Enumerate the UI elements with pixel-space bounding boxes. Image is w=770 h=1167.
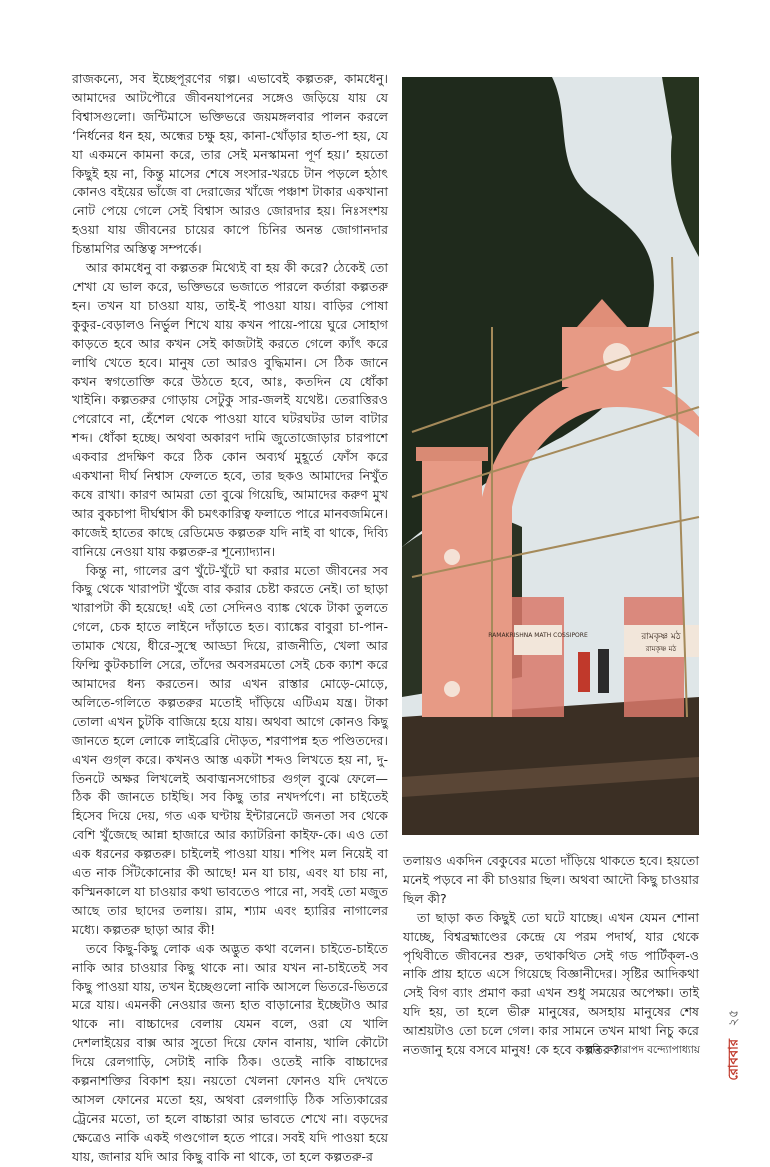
- side-sign-text: রামকৃষ্ণ মঠ: [641, 632, 681, 642]
- article-paragraph: তলায়ও একদিন বেকুবের মতো দাঁড়িয়ে থাকতে হবে। হয়তো মনেই পড়বে না কী চাওয়ার ছিল। অথবা আদৌ কিছু চাওয়ার ছিল কী?: [403, 853, 699, 906]
- pillar-ornament: [444, 549, 460, 565]
- article-right-column: [403, 852, 699, 1062]
- person: [578, 652, 590, 692]
- photo-credit: ছবি : তারাপদ বন্দ্যোপাধ্যায়: [585, 1044, 700, 1056]
- gate-grille-left: [512, 597, 564, 717]
- article-paragraph: রাজকন্যে, সব ইচ্ছেপূরণের গল্প। এভাবেই কল্পতরু, কামধেনু। আমাদের আটপৌরে জীবনযাপনের সঙ্গেও জড়িয়ে যায় যে বিশ্বাসগুলো। জন্টিমাসে ভক্তিভরে জয়মঙ্গলবার পালন করলে ‘নির্ধনের ধন হয়, অন্ধের চক্ষু হয়, কানা-খোঁড়ার হাত-পা হয়, যে যা একমনে কামনা করে, তার সেই মনস্কামনা পূর্ণ হয়।’ হয়তো কিছুই হয় না, কিন্তু মাসের শেষে সংসার-খরচে টান পড়লে হঠাৎ কোনও বইয়ের ভাঁজে বা দেরাজের খাঁজে পঞ্চাশ টাকার একখানা নোট পেয়ে গেলে সেই বিশ্বাস আরও জোরদার হয়। নিঃসংশয় হওয়া যায় জীবনের চায়ের কাপে চিনির অনন্ত জোগানদার চিন্তামণির অস্তিত্ব সম্পর্কে।: [72, 71, 388, 257]
- article-paragraph: আর কামধেনু বা কল্পতরু মিথ্যেই বা হয় কী করে? ঠেকেই তো শেখা যে ভাল করে, ভক্তিভরে ভজাতে পারলে কর্তারা কল্পতরু হন। তখন যা চাওয়া যায়, তাই-ই পাওয়া যায়। বাড়ির পোষা কুকুর-বেড়ালও নির্ভুল শিখে যায় কখন পায়ে-পায়ে ঘুরে সোহাগ কাড়তে হবে আর কখন সেই কাজটাই করতে গেলে ক্যাঁৎ করে লাথি খেতে হবে। মানুষ তো আরও বুদ্ধিমান। সে ঠিক জানে কখন স্বগতোক্তি করে উঠতে হবে, আঃ, কতদিন যে ধোঁকা খাইনি। কল্পতরুর গোড়ায় সেটুকু সার-জলই যথেষ্ট। তেরাত্তিরও পেরোবে না, হেঁশেল থেকে পাওয়া যাবে ঘটরঘটর ডাল বাটার শব্দ। ধোঁকা হচ্ছে। অথবা অকারণ দামি জুতোজোড়ার চারপাশে একবার প্রদক্ষিণ করে ঠিক কোন অব্যর্থ মুহূর্তে ফোঁস করে একখানা দীর্ঘ নিশ্বাস ফেলতে হবে, তার ছকও আমাদের নিখুঁত কষে রাখা। কারণ আমরা তো বুঝে গিয়েছি, আমাদের করুণ মুখ আর বুকচাপা দীর্ঘশ্বাস কী চমৎকারিত্ব ফলাতে পারে মানবজমিনে। কাজেই হাতের কাছে রেডিমেড কল্পতরু যদি নাই বা থাকে, দিব্যি বানিয়ে নেওয়া যায় কল্পতরু-র শূন্যোদ্যান।: [72, 260, 388, 559]
- gate-sign-text: RAMAKRISHNA MATH COSSIPORE: [488, 632, 588, 639]
- page-number: ২৫: [726, 1009, 742, 1027]
- gate-sign-board: [514, 625, 562, 655]
- article-paragraph: তা ছাড়া কত কিছুই তো ঘটে যাচ্ছে। এখন যেমন শোনা যাচ্ছে, বিশ্বব্রহ্মাণ্ডের কেন্দ্রে যে পরম পদার্থ, যার থেকে পৃথিবীতে জীবনের শুরু, তথাকথিত সেই গড পার্টিক্‌ল-ও নাকি প্রায় হাতে এসে গিয়েছে বিজ্ঞানীদের। সৃষ্টির আদিকথা সেই বিগ ব্যাং প্রমাণ করা এখন শুধু সময়ের অপেক্ষা। তাই যদি হয়, তা হলে ভীরু মানুষের, অসহায় মানুষের শেষ আশ্রয়টাও তো চলে গেল। কার সামনে তখন মাথা নিচু করে নতজানু হয়ে বসবে মানুষ! কে হবে কল্পতরু?: [403, 909, 699, 1058]
- kalpataru-gate-photo: [402, 77, 699, 835]
- article-left-column: [72, 70, 388, 1164]
- page-folio: [720, 990, 750, 1100]
- pillar-ornament: [444, 681, 460, 697]
- magazine-name: রোববার: [726, 1038, 742, 1081]
- pillar-cap: [416, 447, 488, 461]
- article-paragraph: কিন্তু না, গালের ব্রণ খুঁটে-খুঁটে ঘা করার মতো জীবনের সব কিছু থেকে খারাপটা খুঁজে বার করার চেষ্টা করতে নেই। তা ছাড়া খারাপটা কী হয়েছে! এই তো সেদিনও ব্যাঙ্ক থেকে টাকা তুলতে গেলে, চেক হাতে লাইনে দাঁড়াতে হত। ব্যাঙ্কের বাবুরা চা-পান-তামাক খেয়ে, ধীরে-সুস্থে আড্ডা দিয়ে, রাজনীতি, খেলা আর ফিল্মি কুটকচালি সেরে, তাঁদের অবসরমতো সেই চেক ক্যাশ করে আমাদের ধন্য করতেন। আর এখন রাস্তার মোড়ে-মোড়ে, অলিতে-গলিতে কল্পতরুর মতোই দাঁড়িয়ে এটিএম যন্ত্র। টাকা তোলা এখন চুটকি বাজিয়ে হয়ে যায়। অথবা আগে কোনও কিছু জানতে হলে লোকে লাইব্রেরি দৌড়ত, শরণাপন্ন হত পণ্ডিতদের। এখন গুগ্‌ল করে। কখনও আস্ত একটা শব্দও লিখতে হয় না, দু-তিনটে অক্ষর লিখলেই অবাঙ্মনসগোচর গুগ্‌ল বুঝে ফেলে—ঠিক কী জানতে চাইছি। সব কিছু তার নখদর্পণে। না চাইতেই হিসেব দিয়ে দেয়, গত এক ঘণ্টায় ইন্টারনেটে জনতা সব থেকে বেশি খুঁজেছে আন্না হাজারে আর ক্যাটরিনা কাইফ-কে। এও তো এক ধরনের কল্পতরু। চাইলেই পাওয়া যায়। শপিং মল নিয়েই বা এত নাক সিঁটকোনোর কী আছে! মন যা চায়, এবং যা চায় না, কস্মিনকালে যা চাওয়ার কথা ভাবতেও পারে না, সবই তো মজুত আছে তার ছাদের তলায়। রাম, শ্যাম এবং হ্যারির নাগালের মধ্যে। কল্পতরু ছাড়া আর কী!: [72, 562, 388, 937]
- photo-illustration: [402, 77, 699, 835]
- article-paragraph: তবে কিছু-কিছু লোক এক অদ্ভুত কথা বলেন। চাইতে-চাইতে নাকি আর চাওয়ার কিছু থাকে না। আর যখন না-চাইতেই সব কিছু পাওয়া যায়, তখন ইচ্ছেগুলো নাকি আসলে ভিতরে-ভিতরে মরে যায়। এমনকী নেওয়ার জন্য হাত বাড়ানোর ইচ্ছেটাও আর থাকে না। বাচ্চাদের বেলায় যেমন বলে, ওরা যে খালি দেশলাইয়ের বাক্স আর সুতো দিয়ে ফোন বানায়, খালি কৌটো দিয়ে রেলগাড়ি, সেটাই নাকি ঠিক। ওতেই নাকি বাচ্চাদের কল্পনাশক্তির বিকাশ হয়। নয়তো খেলনা ফোনও যদি দেখতে আসল ফোনের মতো হয়, অথবা রেলগাড়ি ঠিক সত্যিকারের ট্রেনের মতো, তা হলে বাচ্চারা আর ভাবতে শেখে না। বড়দের ক্ষেত্রেও নাকি একই গণ্ডগোল হতে পারে। সবই যদি পাওয়া হয়ে যায়, জানার যদি আর কিছু বাকি না থাকে, তা হলে কল্পতরু-র: [72, 940, 388, 1164]
- gate-left-pillar: [422, 457, 482, 717]
- person: [598, 649, 609, 693]
- side-sign-subtext: রামকৃষ্ণ মঠ: [645, 645, 677, 653]
